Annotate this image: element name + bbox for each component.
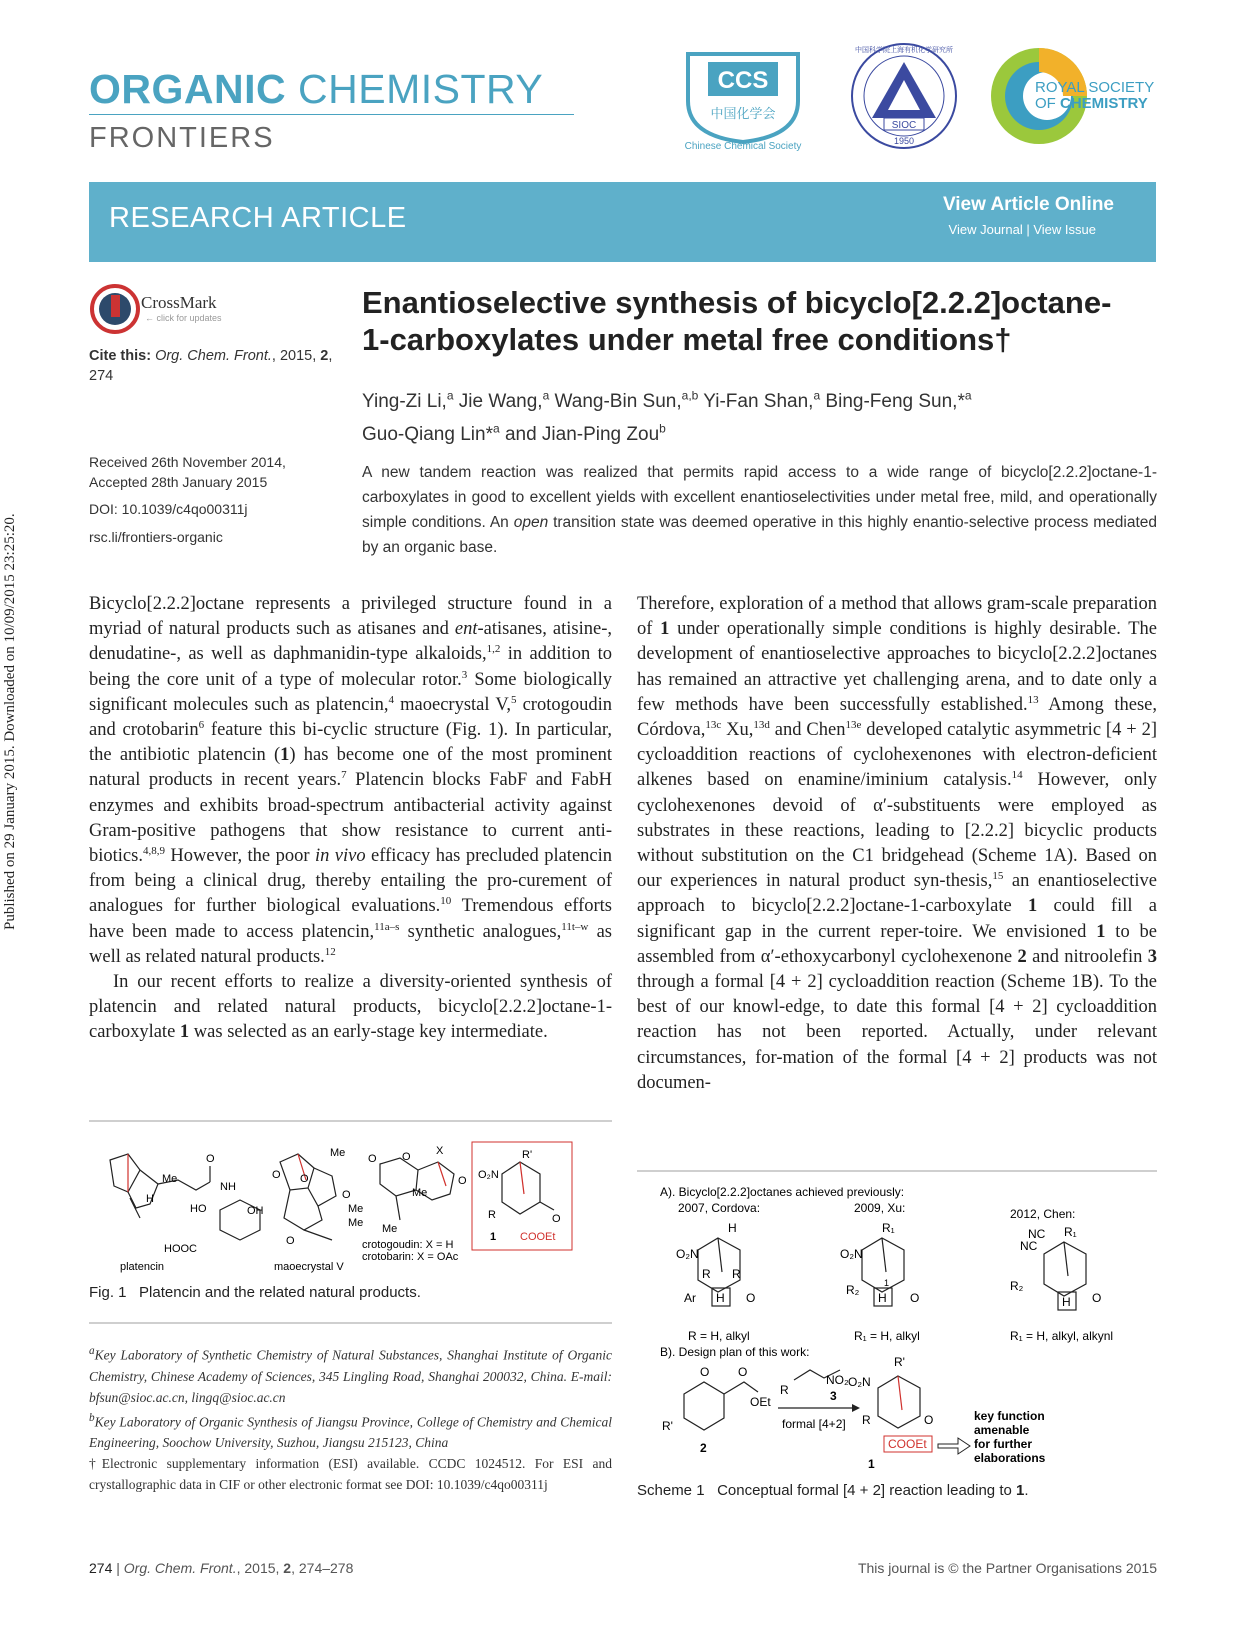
svg-text:O: O: [368, 1153, 377, 1165]
affiliations: [89, 1341, 612, 1495]
footnote-rule: [89, 1322, 612, 1324]
author-list: [362, 383, 1152, 448]
svg-text:1: 1: [868, 1457, 875, 1470]
svg-text:O: O: [738, 1365, 748, 1379]
text-run: was selected as an early-stage key intermediate.: [189, 1022, 548, 1043]
text-run: -atisanes, atisine-, denudatine-, as well as daphmanidin-type alkaloids,: [89, 619, 612, 665]
svg-text:R₁ = H, alkyl, alkynl: R₁ = H, alkyl, alkynl: [1010, 1329, 1114, 1343]
text-run: 3: [1147, 946, 1157, 967]
citation: Cite this: Org. Chem. Front., 2015, 2, 274: [89, 348, 333, 384]
text-run: under operationally simple conditions is highly desirable. The development of enantioselective approaches to bicyclo[2.2.2]octanes has remained an attractive yet challenging arena, and to date only a few methods have been successfully established.: [637, 619, 1157, 715]
maoecrystal-label: maoecrystal V: [274, 1261, 344, 1273]
svg-text:OH: OH: [247, 1205, 264, 1217]
scheme-part-a: A). Bicyclo[2.2.2]octanes achieved previously:: [660, 1185, 905, 1199]
text-run: Tremendous efforts have been made to access platencin,: [89, 896, 612, 942]
svg-text:Me: Me: [162, 1173, 178, 1185]
svg-text:O: O: [206, 1153, 215, 1165]
journal-name: ORGANIC CHEMISTRY: [89, 66, 544, 112]
text-run: Bicyclo[2.2.2]octane represents a privileged structure found in a myriad of natural products such as atisanes and: [89, 594, 612, 640]
text-run: feature this bi-cyclic structure (Fig. 1). In particular, the antibiotic platencin (: [89, 720, 612, 766]
text-run: and nitroolefin: [1026, 946, 1148, 967]
platencin-label: platencin: [120, 1261, 165, 1273]
svg-text:X: X: [436, 1145, 444, 1157]
cooet-label: COOEt: [520, 1231, 556, 1243]
figure-1-caption: Fig. 1 Platencin and the related natural products.: [89, 1284, 421, 1301]
svg-text:HO: HO: [190, 1203, 207, 1215]
svg-text:COOEt: COOEt: [888, 1437, 927, 1451]
svg-text:R: R: [780, 1383, 789, 1397]
citation-ref[interactable]: 13c: [705, 718, 722, 731]
citation-ref[interactable]: 13: [1027, 693, 1039, 706]
svg-text:2: 2: [700, 1441, 707, 1455]
text-run: ) has become one of the most prominent natural products in recent years.: [89, 745, 613, 791]
sioc-label: SIOC: [891, 120, 917, 131]
citation-ref[interactable]: 12: [324, 945, 336, 958]
svg-text:O: O: [342, 1189, 351, 1201]
svg-text:NC: NC: [1028, 1227, 1046, 1241]
affiliation-b: $^b$Key Laboratory of Organic Synthesis of Jiangsu Province, College of Chemistry and Chemical Engineering, Soochow University, Suzhou, Jiangsu 215123, China: [89, 1411, 612, 1450]
svg-text:R₁ = H, alkyl: R₁ = H, alkyl: [854, 1329, 920, 1343]
svg-text:O: O: [402, 1151, 411, 1163]
citation-ref[interactable]: 4: [388, 693, 394, 706]
svg-text:R: R: [702, 1267, 711, 1281]
ccs-chinese: 中国化学会: [710, 106, 776, 121]
text-run: 1: [1027, 896, 1038, 917]
download-notice: Published on 29 January 2015. Downloaded on 10/09/2015 23:25:20.: [2, 513, 18, 930]
svg-text:O₂N: O₂N: [848, 1375, 871, 1389]
figure-1: [100, 1140, 605, 1278]
svg-text:1: 1: [490, 1231, 497, 1243]
svg-text:O: O: [1092, 1291, 1102, 1305]
svg-text:2009, Xu:: 2009, Xu:: [854, 1201, 906, 1215]
text-run: Some biologically significant molecules such as platencin,: [89, 669, 613, 715]
text-run: in vivo: [314, 846, 366, 867]
svg-text:O: O: [924, 1413, 934, 1427]
text-run: in addition to being the core unit of a type of molecular rotor.: [89, 644, 612, 690]
svg-text:R₁: R₁: [1064, 1225, 1077, 1239]
svg-text:2012, Chen:: 2012, Chen:: [1010, 1207, 1076, 1221]
svg-text:R': R': [894, 1355, 905, 1369]
svg-text:NO₂: NO₂: [826, 1373, 849, 1387]
rsc-line1: ROYAL SOCIETY: [1035, 79, 1155, 96]
article-title: Enantioselective synthesis of bicyclo[2.2.2]octane- 1-carboxylates under metal free conditions†: [362, 285, 1112, 357]
text-run: developed catalytic asymmetric [4 + 2] cycloaddition reactions of cyclohexenones with electron-deficient alkenes based on enamine/iminium catalysis.: [637, 720, 1157, 791]
paragraph: [89, 592, 612, 970]
text-run: Therefore, exploration of a method that allows gram-scale preparation of: [637, 594, 1157, 640]
citation-ref[interactable]: 11t–w: [561, 920, 589, 933]
crotobarin-label: crotobarin: X = OAc: [362, 1251, 459, 1263]
text-run: 1: [1096, 921, 1106, 942]
svg-text:Me: Me: [412, 1187, 428, 1199]
article-type: RESEARCH ARTICLE: [109, 202, 407, 234]
svg-text:O: O: [300, 1173, 309, 1185]
svg-text:Me: Me: [330, 1147, 346, 1159]
rsc-line2: OF CHEMISTRY: [1035, 95, 1148, 112]
svg-text:O: O: [272, 1169, 281, 1181]
crossmark-label: CrossMark: [141, 293, 217, 312]
crossmark-badge[interactable]: [89, 283, 239, 335]
svg-text:H: H: [1062, 1295, 1071, 1309]
svg-text:HOOC: HOOC: [164, 1243, 197, 1255]
citation-ref[interactable]: 5: [510, 693, 517, 706]
svg-text:O: O: [458, 1175, 467, 1187]
author[interactable]: Guo-Qiang Lin*$^a$: [362, 421, 500, 445]
sioc-logo[interactable]: [848, 40, 960, 152]
svg-text:1: 1: [884, 1278, 890, 1288]
text-run: through a formal [4 + 2] cycloaddition reaction (Scheme 1B). To the best of our knowl-edge, to date this formal [4 + 2] cycloaddition reaction has not been reported. Actually, under relevant circumstances, for-mation of the formal [4 + 2] products was not documen-: [637, 972, 1157, 1093]
svg-text:Me: Me: [348, 1217, 364, 1229]
received-date: Received 26th November 2014,: [89, 454, 286, 470]
view-journal-link[interactable]: View Journal: [948, 222, 1023, 237]
author[interactable]: Wang-Bin Sun,$^{a,b}$: [554, 389, 699, 413]
figure-1-label: Fig. 1: [89, 1284, 127, 1301]
citation-ref[interactable]: 13e: [845, 718, 862, 731]
citation-ref[interactable]: 7: [341, 769, 347, 782]
svg-text:Ar: Ar: [684, 1291, 696, 1305]
text-run: 1: [280, 745, 290, 766]
citation-ref[interactable]: 11a–s: [374, 920, 400, 933]
svg-text:O₂N: O₂N: [676, 1247, 699, 1261]
svg-text:O: O: [552, 1213, 561, 1225]
text-run: synthetic analogues,: [399, 921, 562, 942]
svg-text:R': R': [662, 1419, 673, 1433]
ccs-caption: Chinese Chemical Society: [684, 141, 802, 152]
text-run: could fill a significant gap in the current reper-toire. We envisioned: [637, 896, 1157, 942]
text-run: Platencin blocks FabF and FabH enzymes and exhibits broad-spectrum antibacterial activity against Gram-positive pathogens that show resistance to current anti-biotics.: [89, 770, 612, 867]
svg-text:elaborations: elaborations: [974, 1451, 1046, 1465]
citation-ref[interactable]: 1,2: [486, 643, 501, 656]
svg-text:for further: for further: [974, 1437, 1032, 1451]
citation-ref[interactable]: 15: [992, 870, 1004, 883]
svg-text:R: R: [732, 1267, 741, 1281]
footer-left: 274 | Org. Chem. Front., 2015, 2, 274–278: [89, 1560, 354, 1576]
crossmark-icon: [89, 283, 141, 335]
citation-ref[interactable]: 13d: [753, 718, 770, 731]
svg-text:3: 3: [830, 1389, 837, 1403]
sioc-year: 1950: [893, 136, 915, 146]
author[interactable]: Ying-Zi Li,$^a$: [362, 389, 454, 413]
citation-ref[interactable]: 6: [198, 718, 205, 731]
maoecrystal-structure: [280, 1154, 336, 1240]
svg-text:O: O: [286, 1235, 295, 1247]
svg-text:H: H: [878, 1291, 887, 1305]
accepted-date: Accepted 28th January 2015: [89, 474, 268, 490]
svg-text:2007, Cordova:: 2007, Cordova:: [678, 1201, 761, 1215]
body-left-column: [89, 592, 612, 1046]
text-run: However, only cyclohexenones devoid of α′-substituents were employed as substrates in these reactions, leading to [2.2.2] bicyclic products without substitution on the C1 bridgehead (Scheme 1A). Based on our experiences in natural product syn-thesis,: [637, 770, 1157, 892]
scheme-1: [648, 1180, 1158, 1470]
article-type-banner: [89, 182, 1156, 262]
crotogoudin-label: crotogoudin: X = H: [362, 1239, 454, 1251]
text-run: In our recent efforts to realize a diversity-oriented synthesis of platencin and related natural products, bicyclo[2.2.2]octane-1-carboxylate: [89, 972, 612, 1043]
scheme-1-label: Scheme 1: [637, 1482, 705, 1499]
text-run: 1: [179, 1022, 190, 1043]
text-run: ent: [454, 619, 478, 640]
text-run: as well as related natural products.: [89, 921, 613, 967]
scheme-part-b: B). Design plan of this work:: [660, 1345, 810, 1359]
svg-text:O₂N: O₂N: [478, 1169, 499, 1181]
citation-ref[interactable]: 4,8,9: [142, 844, 165, 857]
ccs-mark: CCS: [717, 67, 769, 94]
journal-subtitle: FRONTIERS: [89, 122, 275, 154]
svg-text:H: H: [716, 1291, 725, 1305]
scheme-1-caption: Scheme 1 Conceptual formal [4 + 2] reaction leading to 1.: [637, 1482, 1029, 1499]
svg-text:O: O: [910, 1291, 920, 1305]
journal-rule: [89, 114, 574, 115]
esi-note: †Electronic supplementary information (ESI) available. CCDC 1024512. For ESI and crystallographic data in CIF or other electronic format see DOI: 10.1039/c4qo00311j: [89, 1456, 612, 1492]
text-run: However, the poor: [164, 846, 315, 867]
paragraph: [89, 970, 612, 1046]
svg-text:H: H: [728, 1221, 737, 1235]
svg-text:amenable: amenable: [974, 1423, 1030, 1437]
sioc-ring-text: 中国科学院上海有机化学研究所: [855, 47, 953, 54]
text-run: crotogoudin and crotobarin: [89, 694, 612, 741]
svg-text:key function: key function: [974, 1409, 1045, 1423]
text-run: maoecrystal V,: [393, 694, 511, 715]
citation-ref[interactable]: 3: [461, 668, 468, 681]
author[interactable]: Jie Wang,$^a$: [458, 389, 550, 413]
doi[interactable]: DOI: 10.1039/c4qo00311j: [89, 501, 248, 517]
svg-text:NC: NC: [1020, 1239, 1038, 1253]
svg-text:R: R: [488, 1209, 496, 1221]
author[interactable]: Yi-Fan Shan,$^a$: [703, 389, 821, 413]
svg-text:R = H, alkyl: R = H, alkyl: [688, 1329, 750, 1343]
crossmark-sub: ← click for updates: [145, 313, 222, 323]
text-run: 2: [1017, 946, 1027, 967]
svg-text:Me: Me: [348, 1203, 364, 1215]
svg-text:O₂N: O₂N: [840, 1247, 863, 1261]
scheme-rule: [637, 1170, 1157, 1172]
platencin-structure: [110, 1154, 260, 1240]
paragraph: [637, 592, 1157, 1096]
author[interactable]: and Jian-Ping Zou$^b$: [504, 421, 666, 445]
author[interactable]: Bing-Feng Sun,*$^a$: [825, 389, 972, 413]
view-article-online-link[interactable]: View Article Online: [942, 194, 1114, 215]
svg-text:Me: Me: [382, 1223, 398, 1235]
text-run: Xu,: [721, 720, 754, 741]
view-issue-link[interactable]: View Issue: [1033, 222, 1096, 237]
figure-rule: [89, 1120, 612, 1122]
svg-text:O: O: [700, 1365, 710, 1379]
journal-link[interactable]: rsc.li/frontiers-organic: [89, 529, 223, 545]
affiliation-a: $^a$Key Laboratory of Synthetic Chemistry of Natural Substances, Shanghai Institute of Organic Chemistry, Chinese Academy of Sciences, 345 Lingling Road, Shanghai 200032, China. E-mail: bfsun@sioc.ac.cn, lingq@sioc.ac.cn: [89, 1345, 612, 1405]
svg-text:R₂: R₂: [1010, 1279, 1024, 1293]
text-run: an enantioselective approach to bicyclo[2.2.2]octane-1-carboxylate: [637, 871, 1157, 917]
text-run: efficacy has precluded platencin from being a clinical drug, thereby entailing the pro-curement of analogues for further biological evaluations.: [89, 846, 613, 917]
body-right-column: [637, 592, 1157, 1096]
abstract: A new tandem reaction was realized that permits rapid access to a wide range of bicyclo[2.2.2]octane-1-carboxylates in good to excellent yields with excellent enantioselectivities under metal free, mild, and operationally simple conditions. An open transition state was deemed operative in this highly enantio-selective process mediated by an organic base.: [362, 464, 1157, 556]
text-run: and Chen: [769, 720, 846, 741]
svg-text:NH: NH: [220, 1181, 236, 1193]
footer-right: This journal is © the Partner Organisations 2015: [857, 1560, 1157, 1576]
svg-text:formal [4+2]: formal [4+2]: [782, 1417, 846, 1431]
citation-ref[interactable]: 14: [1011, 769, 1023, 782]
citation-ref[interactable]: 10: [440, 895, 452, 908]
ccs-logo[interactable]: [678, 46, 808, 156]
text-run: Among these, Córdova,: [637, 694, 1157, 741]
svg-text:O: O: [746, 1291, 756, 1305]
svg-text:R: R: [862, 1413, 871, 1427]
svg-text:R': R': [522, 1149, 533, 1161]
text-run: 1: [660, 619, 670, 640]
rsc-logo[interactable]: [987, 42, 1157, 150]
text-run: to be assembled from α′-ethoxycarbonyl cyclohexenone: [637, 921, 1157, 967]
svg-text:R₁: R₁: [882, 1221, 895, 1235]
svg-text:OEt: OEt: [750, 1395, 771, 1409]
banner-links: View Journal | View Issue: [948, 222, 1096, 237]
svg-text:H: H: [146, 1193, 154, 1205]
svg-text:R₂: R₂: [846, 1283, 860, 1297]
